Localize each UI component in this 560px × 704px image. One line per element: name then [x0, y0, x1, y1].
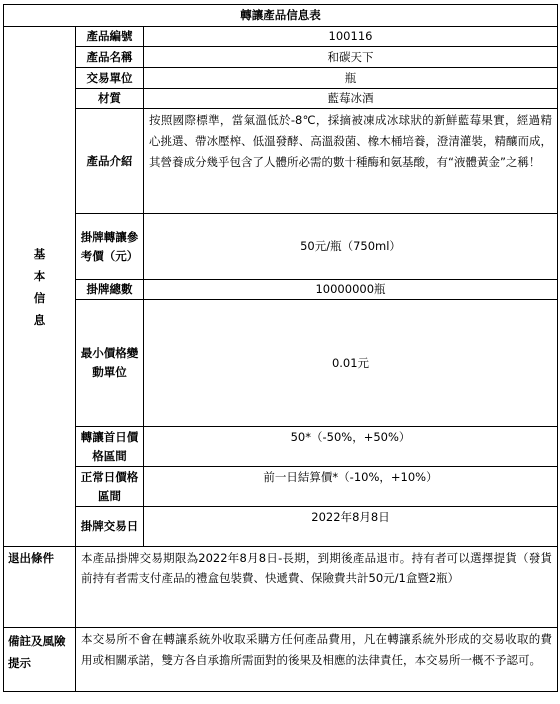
total-listed-value: 10000000瓶	[144, 280, 558, 300]
product-code-value: 100116	[144, 27, 558, 47]
listing-date-label: 掛牌交易日	[76, 507, 144, 547]
table-row	[4, 507, 558, 547]
table-row	[4, 214, 558, 280]
total-listed-label: 掛牌總數	[76, 280, 144, 300]
material-label: 材質	[76, 89, 144, 109]
title-row	[4, 5, 558, 27]
product-intro-label: 產品介紹	[76, 109, 144, 214]
risk-notice-label: 備註及風險提示	[4, 628, 76, 692]
table-row	[4, 547, 558, 628]
product-intro-value: 按照國際標準，當氣溫低於-8℃，採摘被凍成冰球狀的新鮮藍莓果實，經過精心挑選、帶冰壓榨、低溫發酵、高溫殺菌、橡木桶培養，澄清灌裝，精釀而成，其營養成分幾乎包含了人體所必需的數十種酶和氨基酸，有“液體黃金”之稱！	[144, 109, 558, 214]
table-row	[4, 628, 558, 692]
reference-price-value: 50元/瓶（750ml）	[144, 214, 558, 280]
reference-price-label: 掛牌轉讓參考價（元）	[76, 214, 144, 280]
table-row	[4, 280, 558, 300]
exit-condition-label: 退出條件	[4, 547, 76, 628]
material-value: 藍莓冰酒	[144, 89, 558, 109]
risk-notice-value: 本交易所不會在轉讓系統外收取采購方任何產品費用，凡在轉讓系統外形成的交易收取的費用或相關承諾，雙方各自承擔所需面對的後果及相應的法律責任，本交易所一概不予認可。	[76, 628, 558, 692]
basic-info-category: 基 本 信 息	[4, 27, 76, 547]
product-info-table	[3, 4, 558, 692]
product-code-label: 產品編號	[76, 27, 144, 47]
product-info-document	[3, 4, 557, 692]
first-day-range-value: 50*（-50%，+50%）	[144, 427, 558, 467]
table-row	[4, 300, 558, 427]
table-row	[4, 47, 558, 68]
exit-condition-value: 本產品掛牌交易期限為2022年8月8日-長期，到期後產品退市。持有者可以選擇提貨（發貨前持有者需支付產品的禮盒包裝費、快遞費、保險費共計50元/1盒暨2瓶）	[76, 547, 558, 628]
table-row	[4, 467, 558, 507]
product-name-value: 和碳天下	[144, 47, 558, 68]
product-name-label: 產品名稱	[76, 47, 144, 68]
table-title: 轉讓產品信息表	[4, 5, 558, 27]
first-day-range-label: 轉讓首日價格區間	[76, 427, 144, 467]
min-tick-value: 0.01元	[144, 300, 558, 427]
normal-day-range-value: 前一日結算價*（-10%，+10%）	[144, 467, 558, 507]
table-row	[4, 109, 558, 214]
table-row	[4, 68, 558, 89]
table-row	[4, 89, 558, 109]
listing-date-value: 2022年8月8日	[144, 507, 558, 547]
table-row	[4, 427, 558, 467]
table-row	[4, 27, 558, 47]
trade-unit-label: 交易單位	[76, 68, 144, 89]
normal-day-range-label: 正常日價格區間	[76, 467, 144, 507]
min-tick-label: 最小價格變動單位	[76, 300, 144, 427]
trade-unit-value: 瓶	[144, 68, 558, 89]
